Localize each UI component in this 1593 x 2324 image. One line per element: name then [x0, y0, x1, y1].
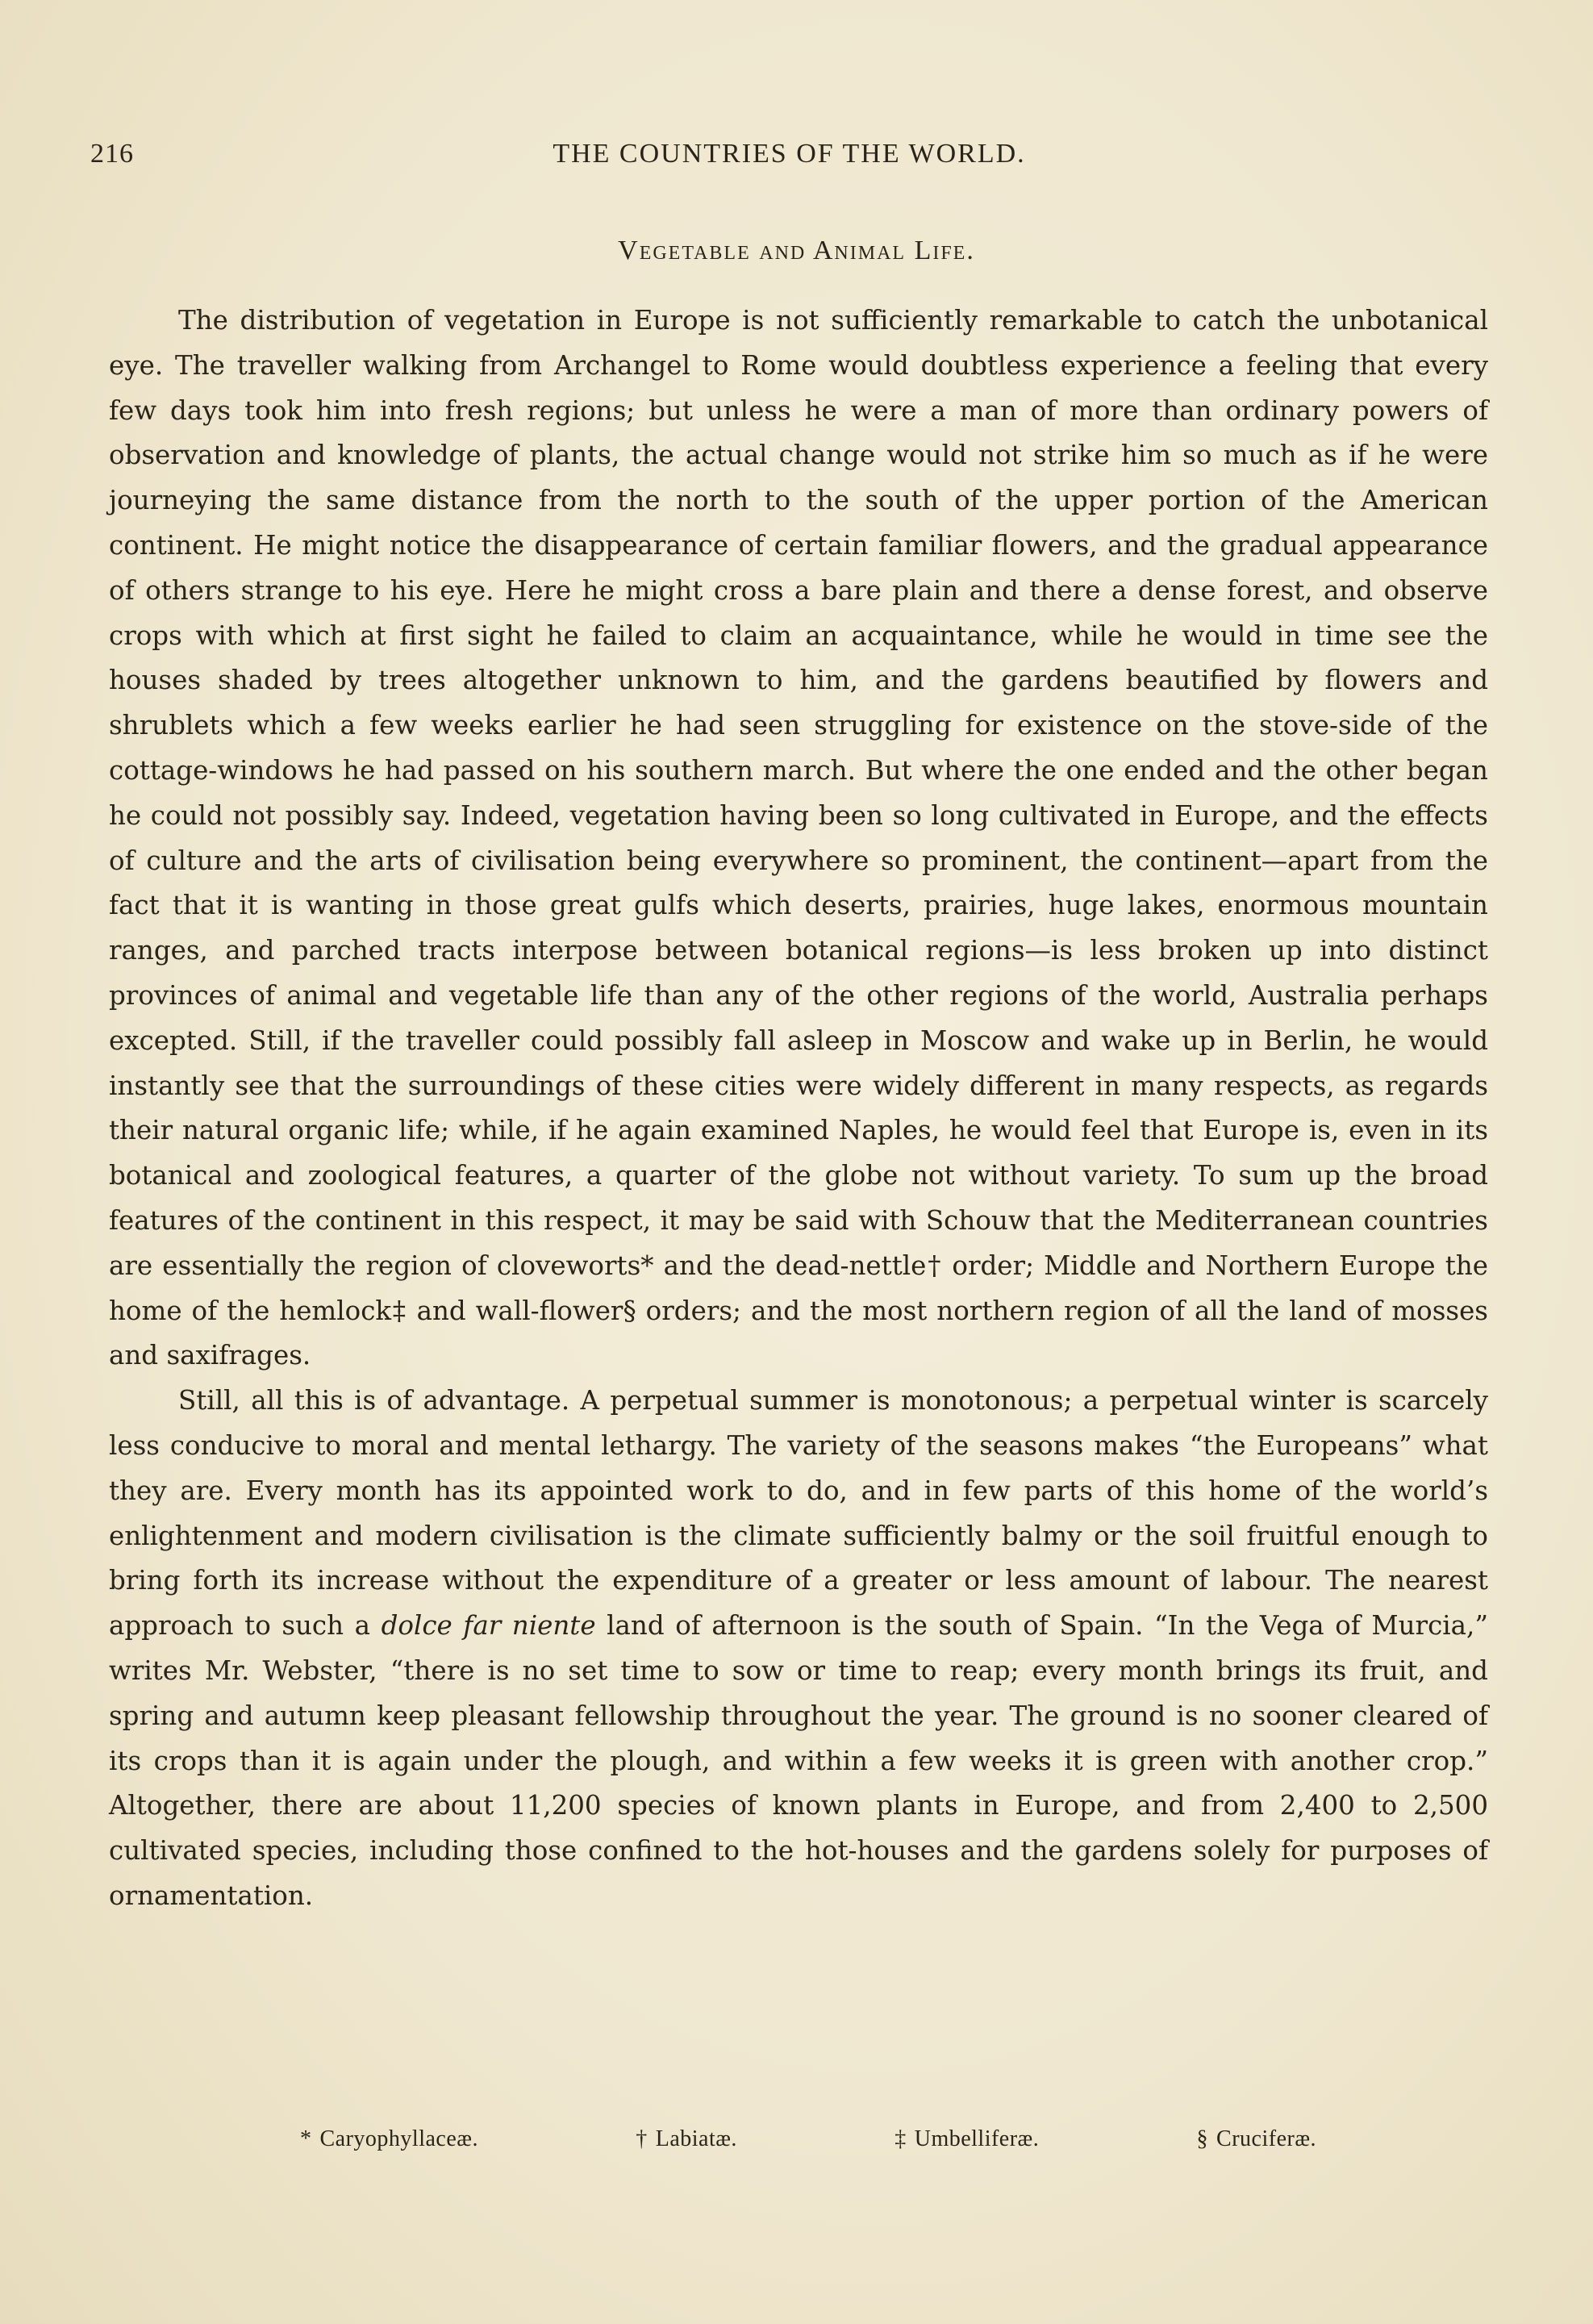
section-title: Vegetable and Animal Life. [618, 236, 975, 265]
paragraph-2-part-1: Still, all this is of advantage. A perpetual summer is monotonous; a perpetual winter is scarcely less conducive to moral and mental lethargy. The variety of the seasons makes “the Europeans” what they are. Every month has its appointed work to do, and in few parts of this home of the world’s enlightenment and modern civilisation is the climate sufficiently balmy or the soil fruitful enough to bring forth its increase without the expenditure of a greater or less amount of labour. The nearest approach to such a [109, 1385, 1488, 1642]
body-text [109, 298, 1488, 1919]
footnote-1 [300, 2126, 478, 2152]
footnote-4 [1197, 2126, 1316, 2152]
page-number: 216 [90, 139, 134, 169]
footnote-mark: § [1196, 2126, 1209, 2151]
footnote-mark: ‡ [894, 2126, 907, 2151]
footnote-mark: † [636, 2126, 648, 2151]
paragraph-1: The distribution of vegetation in Europe is not sufficiently remarkable to catch the unbotanical eye. The traveller walking from Archangel to Rome would doubtless experience a feeling that every few days took him into fresh regions; but unless he were a man of more than ordinary powers of observation and knowledge of plants, the actual change would not strike him so much as if he were journeying the same distance from the north to the south of the upper portion of the American continent. He might notice the disappearance of certain familiar flowers, and the gradual appearance of others strange to his eye. Here he might cross a bare plain and there a dense forest, and observe crops with which at first sight he failed to claim an acquaintance, while he would in time see the houses shaded by trees altogether unknown to him, and the gardens beautified by flowers and shrublets which a few weeks earlier he had seen struggling for existence on the stove-side of the cottage-windows he had passed on his southern march. But where the one ended and the other began he could not possibly say. Indeed, vegetation having been so long cultivated in Europe, and the effects of culture and the arts of civilisation being everywhere so prominent, the continent—apart from the fact that it is wanting in those great gulfs which deserts, prairies, huge lakes, enormous mountain ranges, and parched tracts interpose between botanical regions—is less broken up into distinct provinces of animal and vegetable life than any of the other regions of the world, Australia perhaps excepted. Still, if the traveller could possibly fall asleep in Moscow and wake up in Berlin, he would instantly see that the surroundings of these cities were widely different in many respects, as regards their natural organic life; while, if he again examined Naples, he would feel that Europe is, even in its botanical and zoological features, a quarter of the globe not without variety. To sum up the broad features of the continent in this respect, it may be said with Schouw that the Mediterranean countries are essentially the region of cloveworts* and the dead-nettle† order; Middle and Northern Europe the home of the hemlock‡ and wall-flower§ orders; and the most northern region of all the land of mosses and saxifrages. [109, 305, 1488, 1371]
footnote-2 [636, 2126, 737, 2152]
footnote-text: Caryophyllaceæ. [319, 2126, 478, 2151]
italic-phrase: dolce far niente [381, 1610, 596, 1642]
footnote-text: Labiatæ. [655, 2126, 737, 2151]
paragraph-2 [109, 1379, 1488, 1919]
running-head [90, 139, 1488, 179]
book-title: THE COUNTRIES OF THE WORLD. [553, 139, 1026, 169]
footnote-text: Umbelliferæ. [914, 2126, 1040, 2151]
paragraph-2-part-2: land of afternoon is the south of Spain. “In the Vega of Murcia,” writes Mr. Webster, “there is no set time to sow or time to reap; every month brings its fruit, and spring and autumn keep pleasant fellowship throughout the year. The ground is no sooner cleared of its crops than it is again under the plough, and within a few weeks it is green with another crop.” Altogether, there are about 11,200 species of known plants in Europe, and from 2,400 to 2,500 cultivated species, including those confined to the hot-houses and the gardens solely for purposes of ornamentation. [109, 1610, 1488, 1911]
footnotes [300, 2126, 1316, 2152]
footnote-3 [894, 2126, 1039, 2152]
footnote-mark: * [300, 2126, 312, 2151]
footnote-text: Cruciferæ. [1216, 2126, 1316, 2151]
